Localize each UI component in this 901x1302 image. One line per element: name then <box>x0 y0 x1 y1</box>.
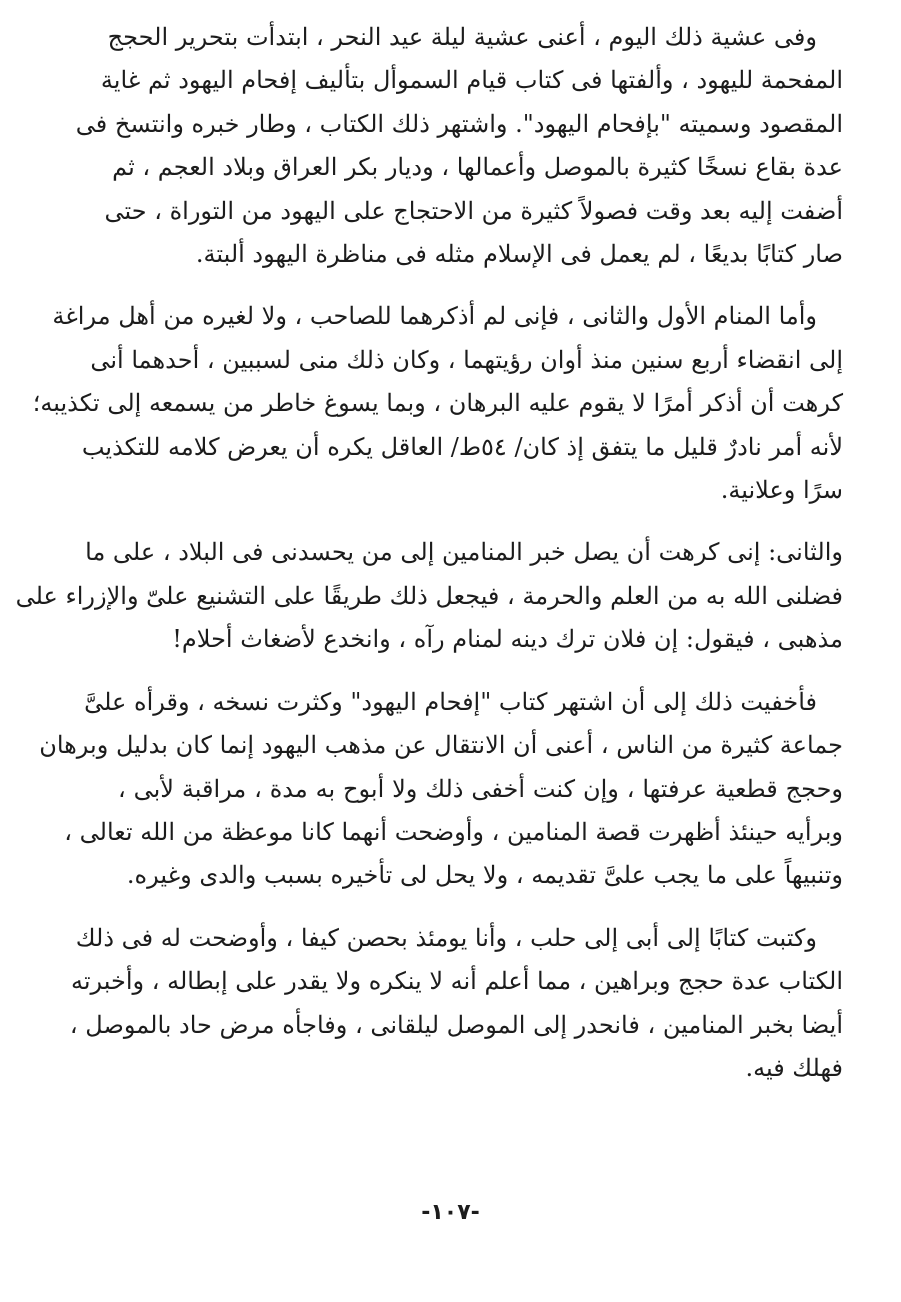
text-line: المفحمة لليهود ، وألفتها فى كتاب قيام السموأل بتأليف إفحام اليهود ثم غاية <box>100 66 843 95</box>
text-line: وفى عشية ذلك اليوم ، أعنى عشية ليلة عيد النحر ، ابتدأت بتحرير الحجج <box>107 23 817 51</box>
document-body <box>15 16 843 1090</box>
text-line: والثانى: إنى كرهت أن يصل خبر المنامين إلى من يحسدنى فى البلاد ، على ما <box>85 538 843 567</box>
text-line: عدة بقاع نسخًا كثيرة بالموصل وأعمالها ، وديار بكر العراق وبلاد العجم ، ثم <box>112 153 843 182</box>
text-line: وبرأيه حينئذ أظهرت قصة المنامين ، وأوضحت أنهما كانا موعظة من الله تعالى ، <box>64 817 843 846</box>
paragraph <box>69 917 843 1091</box>
paragraph <box>32 295 843 512</box>
text-line: أيضا بخبر المنامين ، فانحدر إلى الموصل ليلقانى ، وفاجأه مرض حاد بالموصل ، <box>69 1010 843 1039</box>
text-line: مذهبى ، فيقول: إن فلان ترك دينه لمنام رآه ، وانخدع لأضغاث أحلام! <box>172 625 843 654</box>
paragraph <box>75 16 843 276</box>
text-line: الكتاب عدة حجج وبراهين ، مما أعلم أنه لا ينكره ولا يقدر على إبطاله ، وأخبرته <box>70 967 843 996</box>
paragraph <box>15 531 843 661</box>
text-line: أضفت إليه بعد وقت فصولاً كثيرة من الاحتجاج على اليهود من التوراة ، حتى <box>104 196 843 225</box>
text-line: وحجج قطعية عرفتها ، وإن كنت أخفى ذلك ولا أبوح به مدة ، مراقبة لأبى ، <box>118 774 843 803</box>
text-line: كرهت أن أذكر أمرًا لا يقوم عليه البرهان ، وبما يسوغ خاطر من يسمعه إلى تكذيبه؛ <box>32 389 843 418</box>
text-line: المقصود وسميته "بإفحام اليهود". واشتهر ذلك الكتاب ، وطار خبره وانتسخ فى <box>75 109 843 138</box>
text-line: جماعة كثيرة من الناس ، أعنى أن الانتقال عن مذهب اليهود إنما كان بدليل وبرهان <box>39 731 843 760</box>
text-line: فهلك فيه. <box>745 1053 843 1082</box>
text-line: سرًا وعلانية. <box>720 476 843 505</box>
text-line: فضلنى الله به من العلم والحرمة ، فيجعل ذلك طريقًا على التشنيع علىّ والإزراء على <box>15 581 843 610</box>
text-line: صار كتابًا بديعًا ، لم يعمل فى الإسلام مثله فى مناظرة اليهود ألبتة. <box>195 240 843 269</box>
text-line: إلى انقضاء أربع سنين منذ أوان رؤيتهما ، وكان ذلك منى لسببين ، أحدهما أنى <box>90 345 843 374</box>
paragraph <box>39 681 843 898</box>
text-line: فأخفيت ذلك إلى أن اشتهر كتاب "إفحام اليهود" وكثرت نسخه ، وقرأه علىَّ <box>84 687 817 716</box>
text-line: لأنه أمر نادرٌ قليل ما يتفق إذ كان/ ٥٤ط/ العاقل يكره أن يعرض كلامه للتكذيب <box>81 432 843 461</box>
text-line: وتنبيهاً على ما يجب علىَّ تقديمه ، ولا يحل لى تأخيره بسبب والدى وغيره. <box>126 861 843 890</box>
page-number: -١٠٧- <box>421 1200 480 1225</box>
text-line: وأما المنام الأول والثانى ، فإنى لم أذكرهما للصاحب ، ولا لغيره من أهل مراغة <box>52 302 817 331</box>
text-line: وكتبت كتابًا إلى أبى إلى حلب ، وأنا يومئذ بحصن كيفا ، وأوضحت له فى ذلك <box>75 923 817 952</box>
